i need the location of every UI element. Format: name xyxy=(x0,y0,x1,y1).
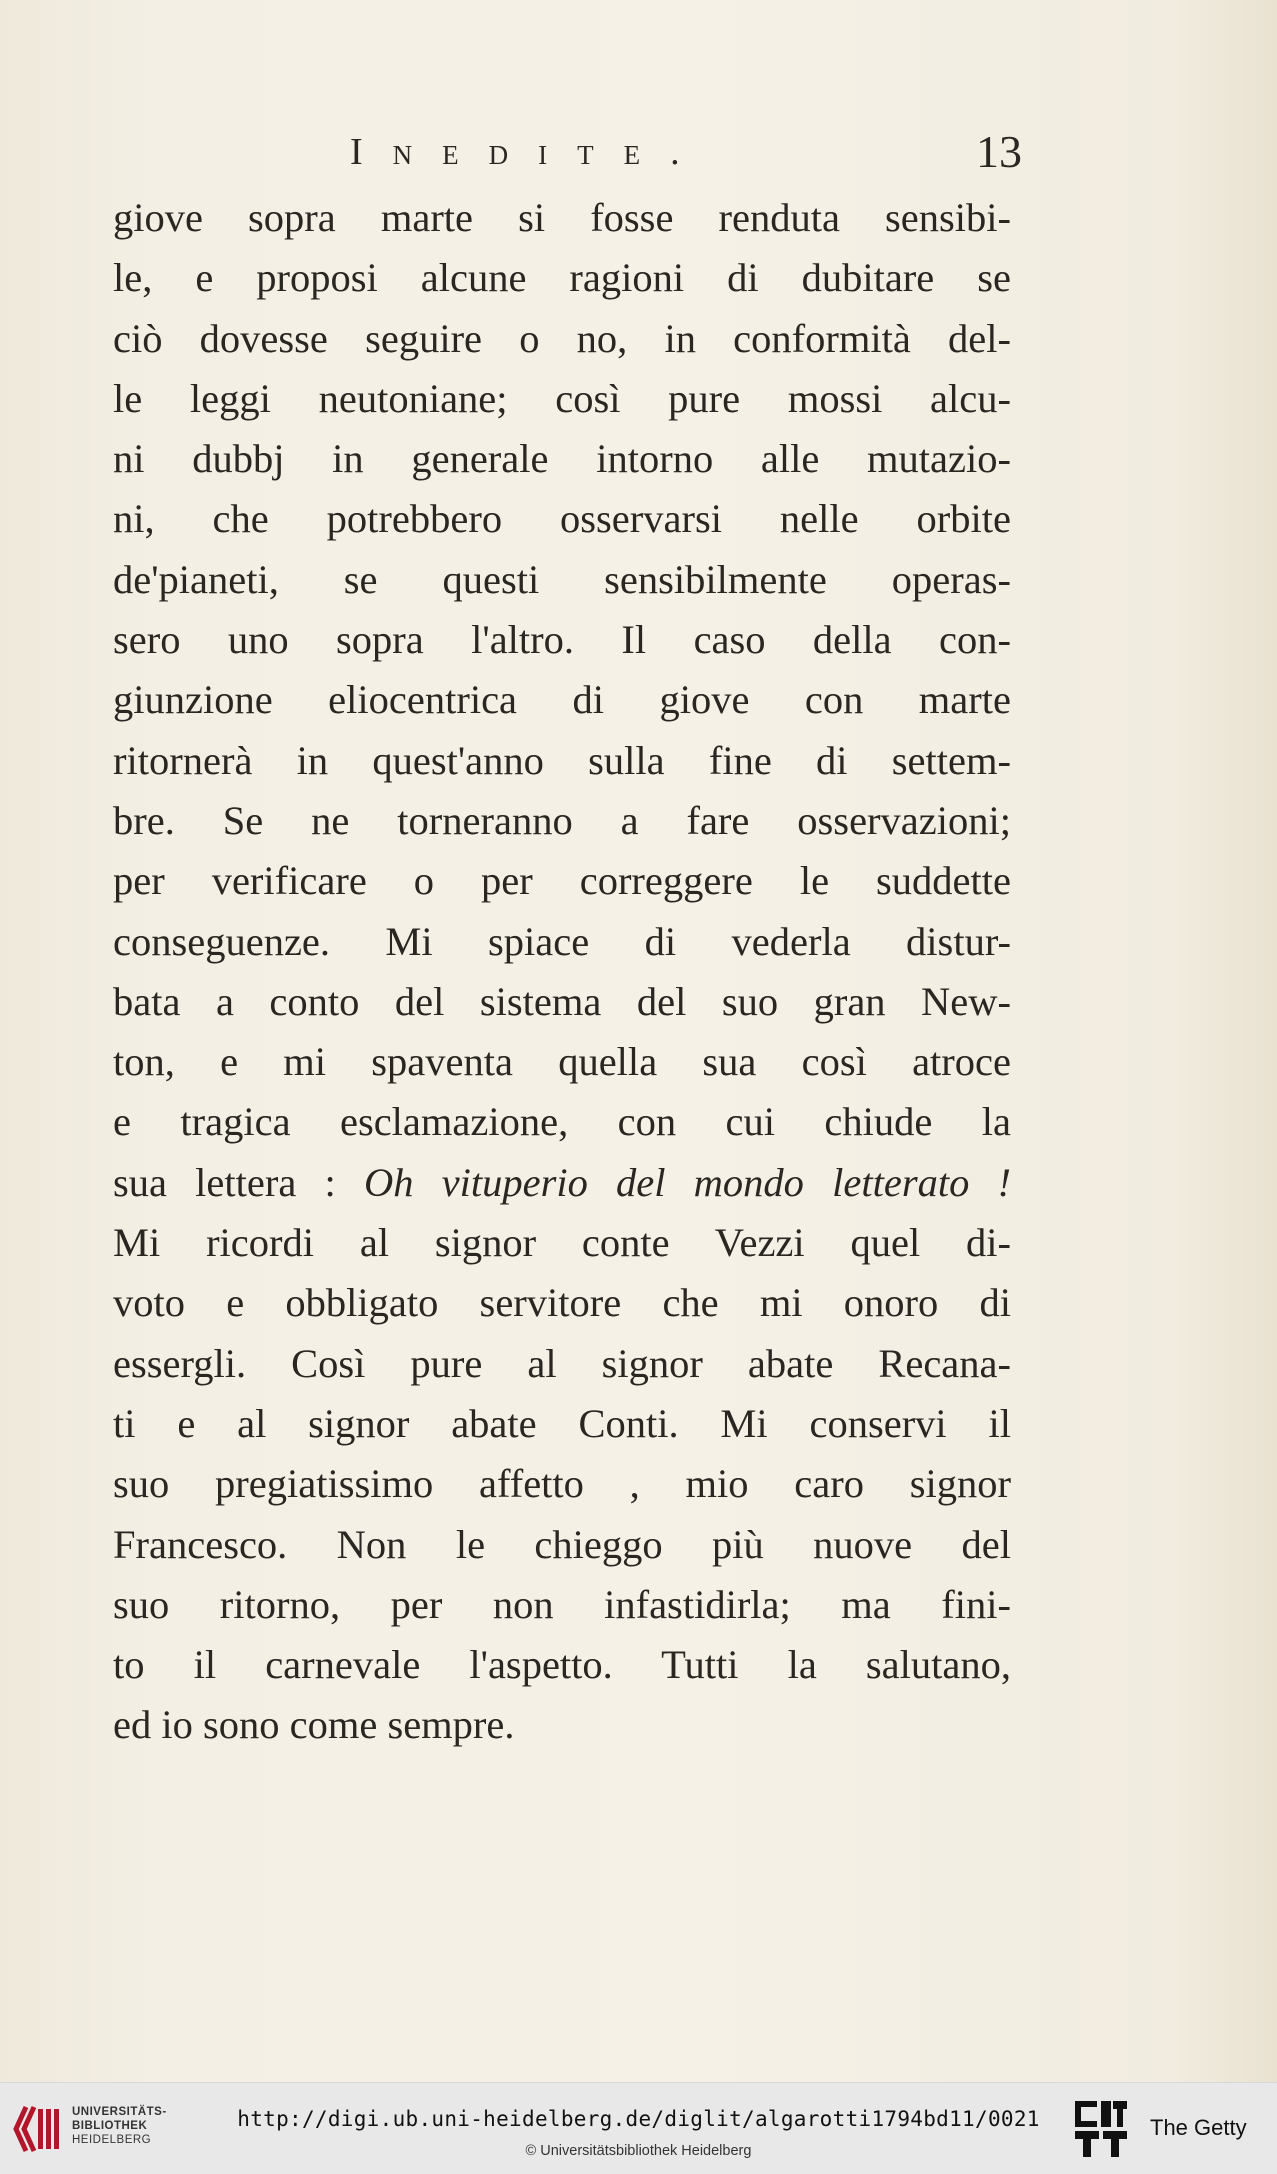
institution-line: UNIVERSITÄTS- xyxy=(72,2106,167,2118)
text-line: suo ritorno, per non infastidirla; ma fini- xyxy=(113,1581,1011,1627)
text-line: suo pregiatissimo affetto , mio caro signor xyxy=(113,1461,1011,1507)
text-line: bata a conto del sistema del suo gran New- xyxy=(113,978,1011,1024)
text-line: ni, che potrebbero osservarsi nelle orbite xyxy=(113,496,1011,542)
text-line: ti e al signor abate Conti. Mi conservi il xyxy=(113,1400,1011,1446)
page-header xyxy=(350,122,1022,182)
getty-logo-icon[interactable] xyxy=(1073,2099,1129,2159)
viewer-footer xyxy=(0,2082,1277,2174)
institution-line: BIBLIOTHEK xyxy=(72,2120,148,2132)
text-line-with-italic xyxy=(113,1153,1011,1213)
text-line: voto e obbligato servitore che mi onoro di xyxy=(113,1280,1011,1326)
partner-name[interactable]: The Getty xyxy=(1150,2115,1247,2140)
text-line: giunzione eliocentrica di giove con marte xyxy=(113,677,1011,723)
text-line: e tragica esclamazione, con cui chiude la xyxy=(113,1099,1011,1145)
text-span: sua lettera : xyxy=(113,1159,364,1205)
text-line: per verificare o per correggere le suddette xyxy=(113,858,1011,904)
text-line: essergli. Così pure al signor abate Recana- xyxy=(113,1340,1011,1386)
text-line: Francesco. Non le chieggo più nuove del xyxy=(113,1521,1011,1567)
text-line-last: ed io sono come sempre. xyxy=(113,1702,515,1748)
text-line: sero uno sopra l'altro. Il caso della con- xyxy=(113,617,1011,663)
text-line: le, e proposi alcune ragioni di dubitare se xyxy=(113,255,1011,301)
text-line: conseguenze. Mi spiace di vederla distur- xyxy=(113,918,1011,964)
page-number: 13 xyxy=(976,126,1022,177)
institution-line: HEIDELBERG xyxy=(72,2134,152,2146)
text-line: giove sopra marte si fosse renduta sensibi- xyxy=(113,195,1011,240)
text-line: ni dubbj in generale intorno alle mutazio- xyxy=(113,436,1011,482)
text-line: ton, e mi spaventa quella sua così atroce xyxy=(113,1039,1011,1085)
text-line: ciò dovesse seguire o no, in conformità del- xyxy=(113,315,1011,361)
text-line: bre. Se ne torneranno a fare osservazioni; xyxy=(113,797,1011,843)
permalink-url[interactable]: http://digi.ub.uni-heidelberg.de/diglit/algarotti1794bd11/0021 xyxy=(237,2107,1040,2131)
body-text xyxy=(113,188,1011,1756)
text-line: de'pianeti, se questi sensibilmente operas- xyxy=(113,556,1011,602)
text-line: to il carnevale l'aspetto. Tutti la salutano, xyxy=(113,1642,1011,1688)
copyright-notice: © Universitätsbibliothek Heidelberg xyxy=(525,2143,752,2159)
text-line: Mi ricordi al signor conte Vezzi quel di- xyxy=(113,1220,1011,1266)
italic-exclamation: Oh vituperio del mondo letterato ! xyxy=(363,1159,1011,1205)
text-line: le leggi neutoniane; così pure mossi alcu- xyxy=(113,375,1011,421)
running-title: Inedite. xyxy=(350,131,710,173)
text-line: ritornerà in quest'anno sulla fine di settem- xyxy=(113,737,1011,783)
